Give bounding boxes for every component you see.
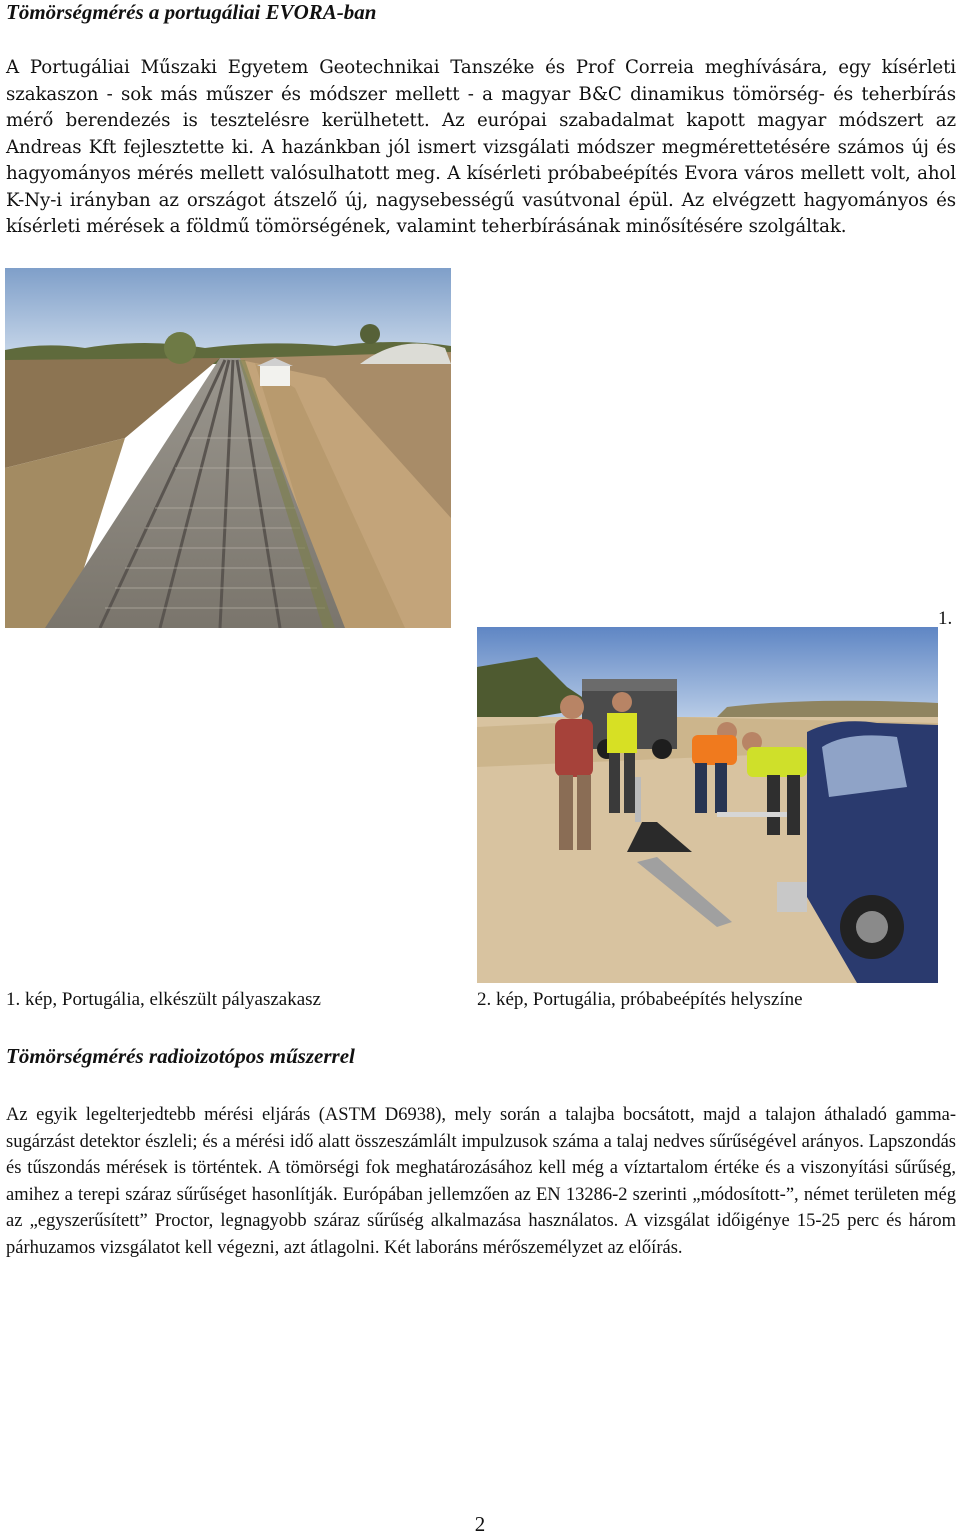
page-number: 2 <box>474 1512 486 1536</box>
railway-photo-illustration <box>5 268 451 628</box>
photo-railway-track <box>5 268 451 628</box>
site-photo-illustration <box>477 627 938 983</box>
intro-paragraph: A Portugáliai Műszaki Egyetem Geotechnikai Tanszéke és Prof Correia meghívására, egy kísérleti szakaszon - sok más műszer és módszer mellett - a magyar B&C dinamikus tömörség- és teherbírás mérő berendezés is tesztelésre kerülhetett. Az európai szabadalmat kapott magyar módszert az Andreas Kft fejlesztette ki. A hazánkban jól ismert vizsgálati módszer megmérettetésére számos új és hagyományos mérés mellett valósulhatott meg. A kísérleti próbabeépítés Evora város mellett volt, ahol K-Ny-i irányban az országot átszelő új, nagysebességű vasútvonal épül. Az elvégzett hagyományos és kísérleti mérések a földmű tömörségének, valamint teherbírásának minősítésére szolgáltak. <box>6 57 956 237</box>
photo-measurement-site <box>477 627 938 983</box>
figure-marker: 1. <box>938 608 953 629</box>
figure-caption-1: 1. kép, Portugália, elkészült pályaszakasz <box>6 989 321 1010</box>
radioisotope-paragraph: Az egyik legelterjedtebb mérési eljárás (ASTM D6938), mely során a talajba bocsátott, majd a talajon áthaladó gamma-sugárzást detektor észleli; és a mérési idő alatt összeszámlált impulzusok száma a talaj nedves sűrűségével arányos. Lapszondás és tűszondás mérések is történtek. A tömörségi fok meghatározásához kell még a víztartalom értéke és a viszonyítási sűrűség, amihez a terepi száraz sűrűséget hasonlítják. Európában jellemzően az EN 13286-2 szerinti „módosított-”, német területen még az „egyszerűsített” Proctor, legnagyobb száraz sűrűség alkalmazása használatos. A vizsgálat időigénye 15-25 perc és három párhuzamos vizsgálatot kell végezni, azt átlagolni. Két laboráns mérőszemélyzet az előírás. <box>6 1105 956 1258</box>
section-heading-evora: Tömörségmérés a portugáliai EVORA-ban <box>6 0 377 24</box>
figure-caption-2: 2. kép, Portugália, próbabeépítés helyszíne <box>477 989 803 1010</box>
section-heading-radioisotope: Tömörségmérés radioizotópos műszerrel <box>6 1044 355 1068</box>
